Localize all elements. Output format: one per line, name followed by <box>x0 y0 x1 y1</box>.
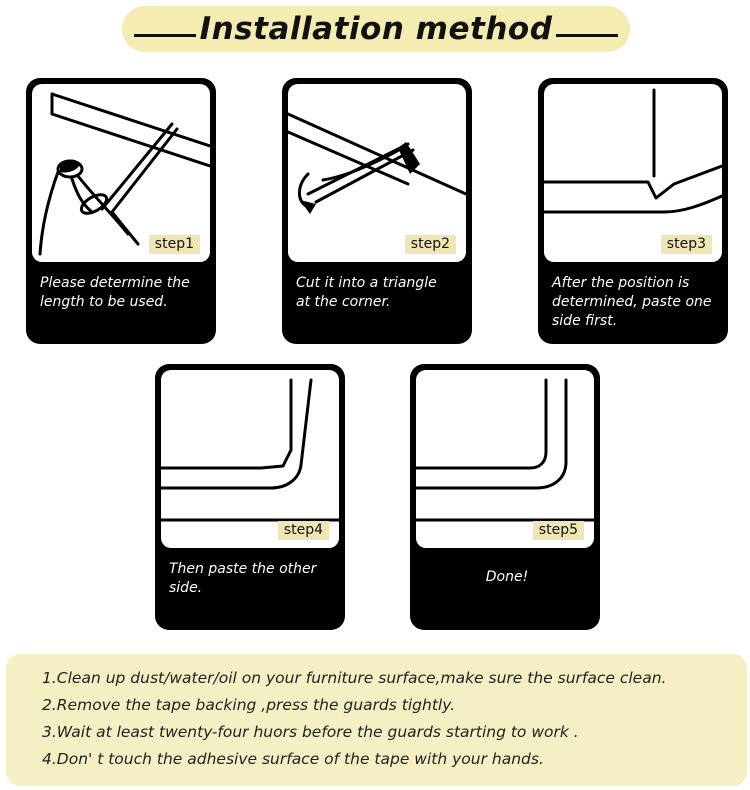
step-caption: After the position is determined, paste one side first. <box>552 275 712 329</box>
step-card-4 <box>155 364 345 630</box>
step-card-2 <box>282 78 472 344</box>
step-label: step5 <box>533 521 584 540</box>
step5-illustration <box>416 370 594 548</box>
instruction-item: 1.Clean up dust/water/oil on your furniture surface,make sure the surface clean. <box>42 669 667 687</box>
step-card-5 <box>410 364 600 630</box>
step-caption: Please determine the length to be used. <box>40 275 190 310</box>
page-title: Installation method <box>199 11 553 47</box>
step-caption: Then paste the other side. <box>169 561 317 596</box>
step-label: step3 <box>661 235 712 254</box>
title-banner <box>122 6 630 52</box>
step-caption: Done! <box>485 569 529 585</box>
step-card-1 <box>26 78 216 344</box>
step-label: step1 <box>149 235 200 254</box>
step-label: step2 <box>405 235 456 254</box>
step-label: step4 <box>278 521 329 540</box>
instruction-item: 4.Don' t touch the adhesive surface of the tape with your hands. <box>42 750 544 768</box>
instruction-item: 3.Wait at least twenty-four huors before the guards starting to work . <box>42 723 579 741</box>
step2-illustration <box>288 84 466 262</box>
step-card-3 <box>538 78 728 344</box>
step4-illustration <box>161 370 339 548</box>
instruction-item: 2.Remove the tape backing ,press the guards tightly. <box>42 696 456 714</box>
instructions-panel <box>6 654 747 786</box>
step1-illustration <box>32 84 210 262</box>
step-caption: Cut it into a triangle at the corner. <box>296 275 437 310</box>
step3-illustration <box>544 84 722 262</box>
